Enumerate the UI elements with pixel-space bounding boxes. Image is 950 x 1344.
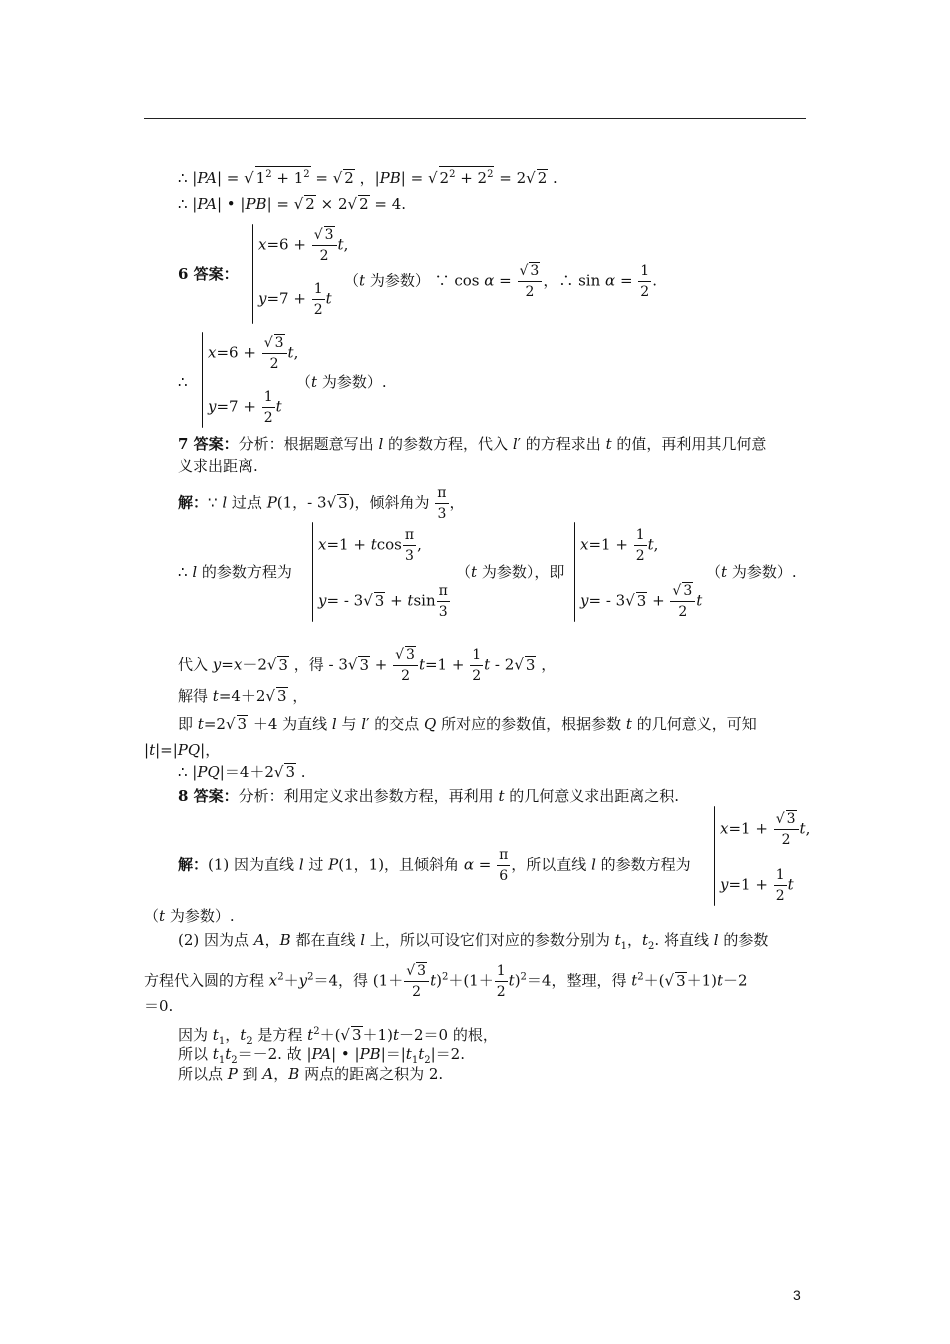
q7-param-tail: （t 为参数）. [706,563,797,581]
q7-system-2-row-y: y= - 3√ 3 + $\frac{√ 3}{2}$ t [580,583,703,620]
q8-system-row-y: y=1 + $\frac{1}{2}$ t [720,867,794,904]
q8-conclusion: 所以点 P 到 A，B 两点的距离之积为 2. [178,1065,444,1083]
q6-cos-sin: （t 为参数） ∵ cos α = $\frac{√ 3}{2}$ ，∴ sin α = $\frac{1}{2}$ . [344,263,657,300]
q8-part2-line-c: ＝0. [144,997,174,1015]
q7-analysis-line-1: 7 答案：分析：根据题意写出 l 的参数方程，代入 l′ 的方程求出 t 的值，再利用其几何意 [178,435,767,453]
q7-system-brace-2 [574,522,575,622]
line-pa-pb-values: ∴ |PA| = √ $1^2 + 1^2$ = √ 2 ，|PB| = √ $2^2 + 2^2 = 2√$ 2 . [178,166,558,188]
header-rule [144,118,806,119]
q7-solve: 解得 t=4＋2√ 3 ， [178,687,308,705]
q8-root: 因为 $t_1$，$t_2$ 是方程 $t^2+(√$ 3＋1)t－2＝0 的根， [178,1026,498,1047]
page-number: 3 [793,1287,801,1303]
q7-abs: |t|=|PQ|， [144,741,221,759]
q8-system-brace [714,806,715,906]
q7-system-1-row-x: x=1 + tcos $\frac{\pi}{3}$ , [318,527,422,564]
q7-substitute: 代入 y=x－2√ 3 ，得 - 3√ 3 + $\frac{√ 3}{2}$ t=1 + $\frac{1}{2}$ t - 2√ 3 ， [178,647,557,684]
q6-answer-label: 6 答案： [178,265,239,283]
q7-system-2-row-x: x=1 + $\frac{1}{2}$ t, [580,527,659,564]
q8-system-row-x: x=1 + $\frac{√ 3}{2}$ t, [720,811,811,848]
q6-system-2-row-x: x=6 + $\frac{√ 3}{2}$ t, [208,335,299,372]
q8-analysis: 8 答案：分析：利用定义求出参数方程，再利用 t 的几何意义求出距离之积. [178,787,680,805]
q8-part2-line-b: 方程代入圆的方程 $x^2+y^2=4$，得 (1＋ $\frac{√ 3}{2}$ t)$^2$＋(1＋ $\frac{1}{2}$ t)$^2$＝4，整理，得 $t^2+(√$ 3＋1)t－2 [144,963,748,1000]
q6-system-1-row-y: y=7 + $\frac{1}{2}$ t [258,281,332,318]
q8-product: 所以 $t_1t_2=-2$. 故 |PA| • $|PB|=|t_1t_2|=2$. [178,1045,465,1066]
q6-therefore: ∴ [178,373,188,391]
q6-system-1-row-x: x=6 + $\frac{√ 3}{2}$ t, [258,227,349,264]
q7-param-mid: （t 为参数），即 [456,563,565,581]
q8-param: （t 为参数）. [144,907,235,925]
q7-solution-intro: 解：∵ l 过点 P(1，- 3√ 3)，倾斜角为 $\frac{\pi}{3}$ ， [178,485,465,522]
q7-system-1-row-y: y= - 3√ 3 + tsin $\frac{\pi}{3}$ [318,583,448,620]
q8-part2-line-a: (2) 因为点 A，B 都在直线 l 上，所以可设它们对应的参数分别为 $t_1$，$t_2$. 将直线 l 的参数 [178,931,769,952]
q7-param-label: ∴ l 的参数方程为 [178,563,292,581]
q6-system-brace-2 [202,332,203,428]
q7-analysis-line-2: 义求出距离. [178,457,258,475]
q6-param-tail: （t 为参数）. [296,373,387,391]
line-pa-times-pb: ∴ |PA| • |PB| = √ 2 × 2√ 2 = 4. [178,195,407,213]
q7-ie: 即 t=2√ 3 ＋4 为直线 l 与 l′ 的交点 Q 所对应的参数值，根据参数 t 的几何意义，可知 [178,715,757,733]
q7-final: ∴ |PQ|＝4＋2√ 3 . [178,763,306,781]
q6-system-2-row-y: y=7 + $\frac{1}{2}$ t [208,389,282,426]
q7-system-brace-1 [312,522,313,622]
q8-solution-1: 解：(1) 因为直线 l 过 P(1，1)，且倾斜角 α = $\frac{\pi}{6}$ ，所以直线 l 的参数方程为 [178,847,691,884]
q6-system-brace-1 [252,224,253,324]
